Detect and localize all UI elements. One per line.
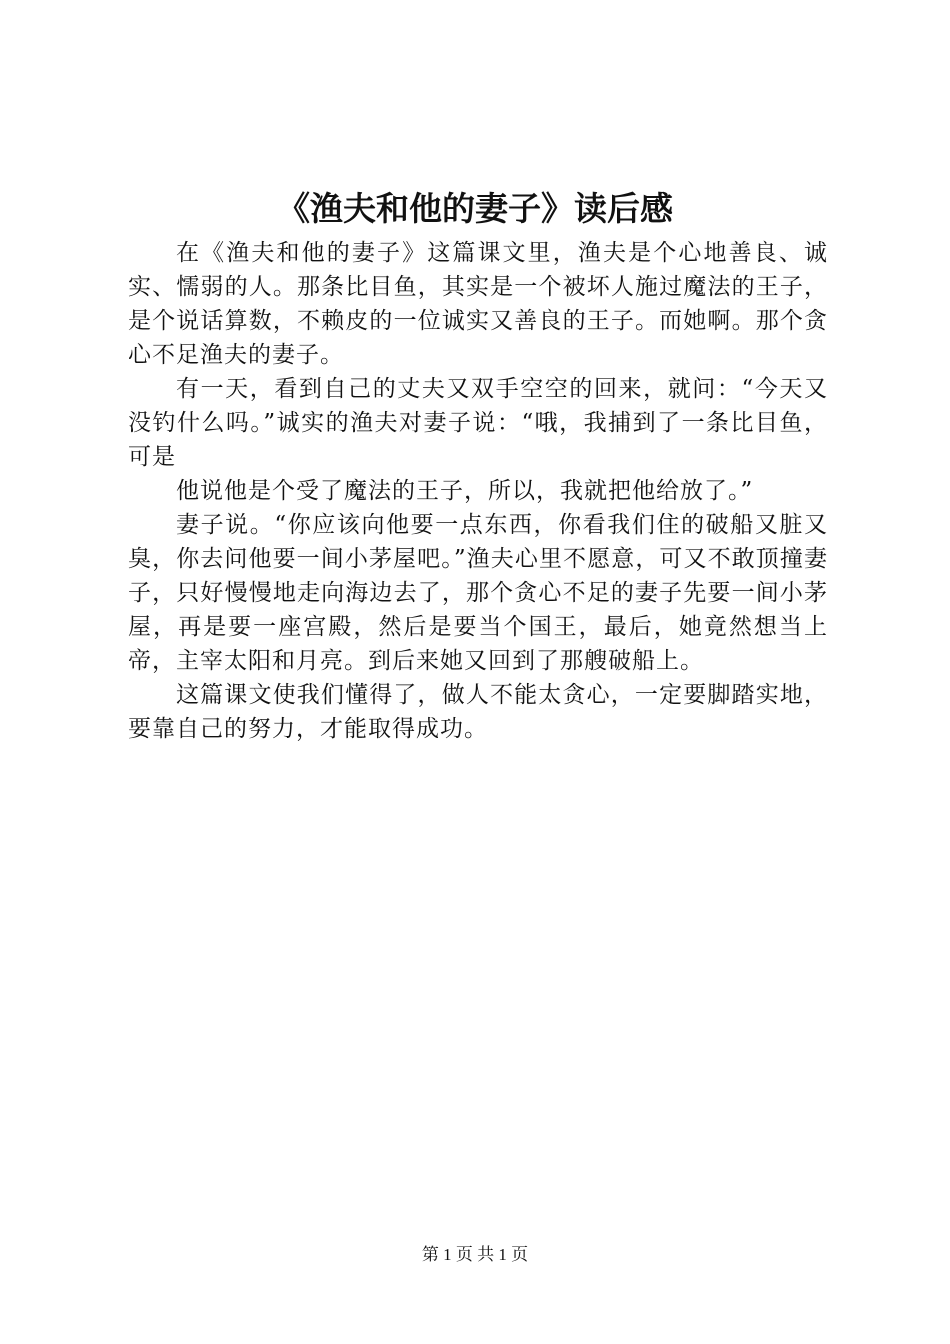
document-body xyxy=(128,236,828,746)
paragraph: 他说他是个受了魔法的王子，所以，我就把他给放了。” xyxy=(176,478,754,504)
paragraph: 妻子说。“你应该向他要一点东西，你看我们住的破船又脏又臭，你去问他要一间小茅屋吧。”渔夫心里不愿意，可又不敢顶撞妻子，只好慢慢地走向海边去了，那个贪心不足的妻子先要一间小茅屋，再是要一座宫殿，然后是要当个国王，最后，她竟然想当上帝，主宰太阳和月亮。到后来她又回到了那艘破船上。 xyxy=(128,512,828,674)
paragraph: 在《渔夫和他的妻子》这篇课文里，渔夫是个心地善良、诚实、懦弱的人。那条比目鱼，其实是一个被坏人施过魔法的王子，是个说话算数，不赖皮的一位诚实又善良的王子。而她啊。那个贪心不足渔夫的妻子。 xyxy=(128,240,828,368)
page-number-footer: 第 1 页 共 1 页 xyxy=(421,1245,529,1264)
page-title: 《渔夫和他的妻子》读后感 xyxy=(277,189,673,228)
paragraph: 有一天，看到自己的丈夫又双手空空的回来，就问：“今天又没钓什么吗。”诚实的渔夫对妻子说：“哦，我捕到了一条比目鱼，可是 xyxy=(128,376,828,470)
paragraph: 这篇课文使我们懂得了，做人不能太贪心，一定要脚踏实地，要靠自己的努力，才能取得成功。 xyxy=(128,682,828,742)
